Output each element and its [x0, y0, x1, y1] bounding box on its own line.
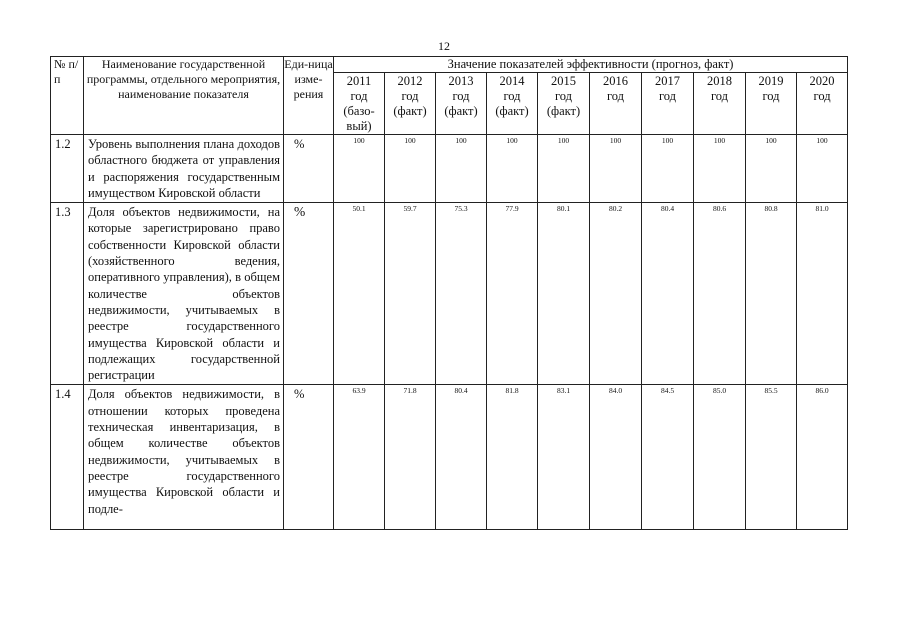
row-value: 80.8 — [746, 203, 797, 385]
row-indicator-name: Доля объектов недвижимости, на которые зарегистрировано право собственности Кировской области (хозяйственного ведения, оперативного управления), в общем количестве объектов недвижимости, учитываемых в реестре государственного имущества Кировской области и подлежащих государственной регистрации — [88, 205, 280, 383]
row-value: 59.7 — [385, 203, 436, 385]
row-value: 100 — [487, 135, 538, 203]
header-row-1 — [51, 57, 848, 73]
table-row — [51, 385, 848, 530]
row-value: 100 — [538, 135, 590, 203]
table-row — [51, 203, 848, 385]
page-number: 12 — [438, 39, 450, 53]
row-value: 86.0 — [797, 385, 848, 530]
header-year-caption: год — [350, 89, 368, 103]
row-value: 100 — [334, 135, 385, 203]
header-year-number: 2016 — [603, 74, 628, 88]
row-indicator-name-cell — [84, 135, 284, 203]
row-indicator-name: Доля объектов недвижимости, в отношении которых проведена техническая инвентаризация, в общем количестве объектов недвижимости, учитываемых в реестре государственного имущества Кировской области и подле- — [88, 387, 280, 516]
row-value: 85.0 — [694, 385, 746, 530]
header-year-number: 2019 — [758, 74, 784, 88]
header-year-2012 — [385, 73, 436, 135]
row-value: 100 — [746, 135, 797, 203]
header-year-caption: (базо- — [343, 104, 375, 118]
header-year-caption: год — [762, 89, 780, 103]
header-year-caption: (факт) — [495, 104, 529, 118]
row-value: 100 — [797, 135, 848, 203]
row-value: 75.3 — [436, 203, 487, 385]
header-year-2018 — [694, 73, 746, 135]
row-value: 81.0 — [797, 203, 848, 385]
header-year-caption: год — [658, 89, 677, 103]
header-year-2019 — [746, 73, 797, 135]
row-indicator-name-cell — [84, 203, 284, 385]
header-year-number: 2014 — [499, 74, 525, 88]
header-name: Наименование государственной программы, отдельного мероприятия, наименование показателя — [84, 57, 284, 135]
header-year-caption: год — [401, 89, 419, 103]
row-value: 81.8 — [487, 385, 538, 530]
row-unit: % — [284, 385, 334, 530]
row-value: 84.5 — [642, 385, 694, 530]
row-indicator-name: Уровень выполнения плана доходов областного бюджета от управления и распоряжения государственным имуществом Кировской области — [88, 137, 280, 200]
header-year-caption: год — [710, 89, 729, 103]
row-unit: % — [284, 203, 334, 385]
row-value: 63.9 — [334, 385, 385, 530]
header-year-number: 2018 — [707, 74, 732, 88]
header-year-caption: вый) — [346, 119, 372, 133]
header-year-number: 2015 — [551, 74, 576, 88]
row-value: 100 — [590, 135, 642, 203]
header-year-caption: год — [606, 89, 625, 103]
header-year-caption: (факт) — [393, 104, 427, 118]
row-value: 71.8 — [385, 385, 436, 530]
header-year-2020 — [797, 73, 848, 135]
row-indicator-name-cell — [84, 385, 284, 530]
row-value: 83.1 — [538, 385, 590, 530]
header-year-caption: год — [452, 89, 470, 103]
header-year-2017 — [642, 73, 694, 135]
row-value: 100 — [694, 135, 746, 203]
header-year-number: 2012 — [397, 74, 423, 88]
header-year-caption: год — [503, 89, 521, 103]
header-year-number: 2011 — [346, 74, 372, 88]
row-value: 80.4 — [642, 203, 694, 385]
header-year-number: 2013 — [448, 74, 474, 88]
row-number: 1.3 — [51, 203, 84, 385]
header-year-number: 2020 — [809, 74, 835, 88]
header-year-number: 2017 — [655, 74, 680, 88]
row-value: 100 — [385, 135, 436, 203]
header-year-caption: год — [554, 89, 573, 103]
table-row — [51, 135, 848, 203]
row-value: 80.1 — [538, 203, 590, 385]
header-year-caption: год — [813, 89, 831, 103]
row-value: 84.0 — [590, 385, 642, 530]
row-number: 1.2 — [51, 135, 84, 203]
table-body — [51, 135, 848, 530]
row-value: 100 — [436, 135, 487, 203]
header-year-2011 — [334, 73, 385, 135]
header-year-caption: (факт) — [444, 104, 478, 118]
header-year-2013 — [436, 73, 487, 135]
header-unit: Еди-ница изме-рения — [284, 57, 334, 135]
row-value: 80.6 — [694, 203, 746, 385]
row-value: 85.5 — [746, 385, 797, 530]
header-year-caption: (факт) — [546, 104, 581, 118]
header-year-2014 — [487, 73, 538, 135]
row-value: 100 — [642, 135, 694, 203]
row-value: 80.4 — [436, 385, 487, 530]
row-value: 80.2 — [590, 203, 642, 385]
header-values-group: Значение показателей эффективности (прогноз, факт) — [334, 57, 848, 73]
header-year-2016 — [590, 73, 642, 135]
row-value: 50.1 — [334, 203, 385, 385]
row-value: 77.9 — [487, 203, 538, 385]
header-year-2015 — [538, 73, 590, 135]
row-number: 1.4 — [51, 385, 84, 530]
row-unit: % — [284, 135, 334, 203]
header-num: № п/п — [51, 57, 84, 135]
indicators-table — [50, 56, 848, 530]
